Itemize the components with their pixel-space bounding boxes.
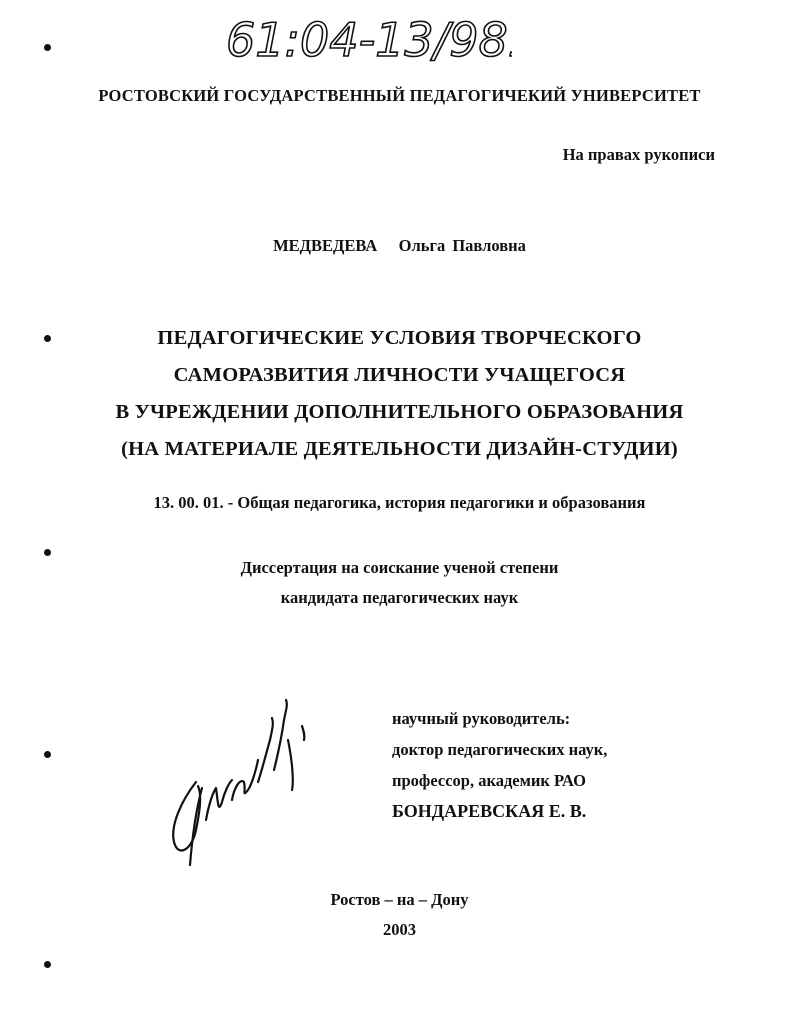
archive-code-handwriting: [222, 8, 512, 68]
author-surname: МЕДВЕДЕВА: [273, 236, 378, 255]
author-name: [0, 236, 799, 256]
degree-line: кандидата педагогических наук: [280, 588, 519, 607]
manuscript-rights: На правах рукописи: [562, 145, 715, 164]
binding-hole: [44, 44, 51, 51]
title-line: (НА МАТЕРИАЛЕ ДЕЯТЕЛЬНОСТИ ДИЗАЙН-СТУДИИ): [121, 438, 678, 460]
author-given-name: Ольга Павловна: [398, 236, 526, 255]
supervisor-name: БОНДАРЕВСКАЯ Е. В.: [392, 801, 587, 821]
supervisor-title: профессор, академик РАО: [392, 771, 586, 790]
place-and-year: [0, 885, 799, 945]
archive-code-text: 61:04-13/981: [226, 13, 512, 67]
city: Ростов – на – Дону: [330, 890, 469, 909]
title-line: САМОРАЗВИТИЯ ЛИЧНОСТИ УЧАЩЕГОСЯ: [173, 364, 626, 386]
archive-code: [222, 8, 512, 68]
title-line: ПЕДАГОГИЧЕСКИЕ УСЛОВИЯ ТВОРЧЕСКОГО: [157, 327, 642, 349]
degree-statement: [0, 553, 799, 613]
degree-line: Диссертация на соискание ученой степени: [240, 558, 559, 577]
specialty-code: 13. 00. 01. - Общая педагогика, история педагогики и образования: [153, 493, 646, 512]
binding-hole: [44, 751, 51, 758]
binding-hole: [44, 961, 51, 968]
supervisor-degree: доктор педагогических наук,: [392, 740, 608, 759]
dissertation-title: [0, 320, 799, 468]
title-line: В УЧРЕЖДЕНИИ ДОПОЛНИТЕЛЬНОГО ОБРАЗОВАНИЯ: [115, 401, 684, 423]
year: 2003: [383, 920, 416, 939]
supervisor-block: [392, 703, 607, 827]
handwritten-signature: [162, 690, 322, 870]
university-name: РОСТОВСКИЙ ГОСУДАРСТВЕННЫЙ ПЕДАГОГИЧЕКИЙ УНИВЕРСИТЕТ: [98, 86, 701, 105]
supervisor-role: научный руководитель:: [392, 709, 571, 728]
